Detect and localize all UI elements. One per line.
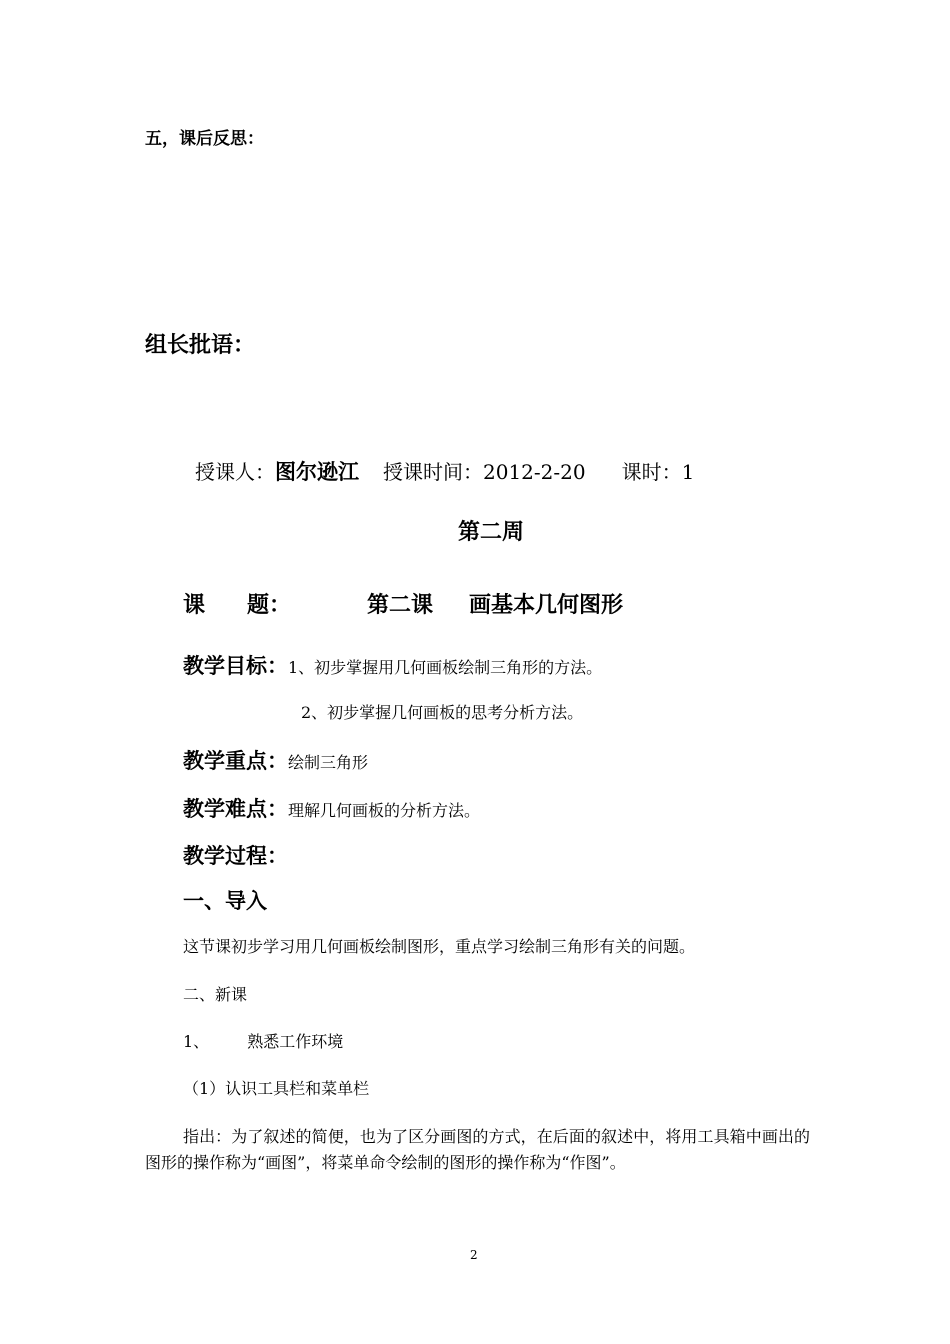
difficulty-label: 教学难点： [183, 797, 288, 821]
difficulty-point [183, 793, 480, 823]
hours-value: 1 [681, 460, 695, 484]
topic-title: 画基本几何图形 [469, 593, 624, 618]
key-point [183, 745, 368, 775]
teacher-label: 授课人： [195, 460, 275, 484]
topic-row [183, 588, 623, 619]
key-point-text: 绘制三角形 [288, 753, 369, 772]
step-1-sub: （1）认识工具栏和菜单栏 [183, 1079, 370, 1098]
process-heading: 教学过程： [183, 844, 288, 868]
time-value: 2012-2-20 [483, 460, 586, 484]
time-label: 授课时间： [383, 460, 483, 484]
lesson-header-line [195, 456, 694, 486]
page-number: 2 [470, 1248, 478, 1262]
intro-heading: 一、导入 [183, 889, 267, 913]
section-heading-reflection: 五，课后反思： [145, 129, 264, 149]
topic-lesson: 第二课 [367, 593, 434, 618]
new-lesson-heading: 二、新课 [183, 985, 248, 1004]
week-title: 第二周 [458, 520, 525, 545]
topic-label-char1: 课 [183, 593, 206, 618]
leader-comment-heading: 组长批语： [145, 333, 256, 358]
step-1 [183, 1029, 343, 1052]
teaching-goals [183, 650, 602, 680]
goal-item-2: 2、初步掌握几何画板的思考分析方法。 [301, 703, 584, 722]
teacher-name: 图尔逊江 [275, 460, 359, 484]
note-paragraph: 指出：为了叙述的简便，也为了区分画图的方式，在后面的叙述中，将用工具箱中画出的图形的操作称为“画图”，将菜单命令绘制的图形的操作称为“作图”。 [145, 1127, 810, 1172]
goal-item-1: 1、初步掌握用几何画板绘制三角形的方法。 [288, 658, 603, 677]
hours-label: 课时： [621, 460, 682, 484]
step-1-number: 1、 [183, 1032, 210, 1051]
difficulty-text: 理解几何画板的分析方法。 [288, 801, 481, 820]
intro-paragraph: 这节课初步学习用几何画板绘制图形，重点学习绘制三角形有关的问题。 [183, 937, 696, 956]
step-1-text: 熟悉工作环境 [247, 1032, 344, 1051]
topic-label-char2: 题： [247, 593, 292, 618]
goals-label: 教学目标： [183, 654, 288, 678]
key-point-label: 教学重点： [183, 749, 288, 773]
